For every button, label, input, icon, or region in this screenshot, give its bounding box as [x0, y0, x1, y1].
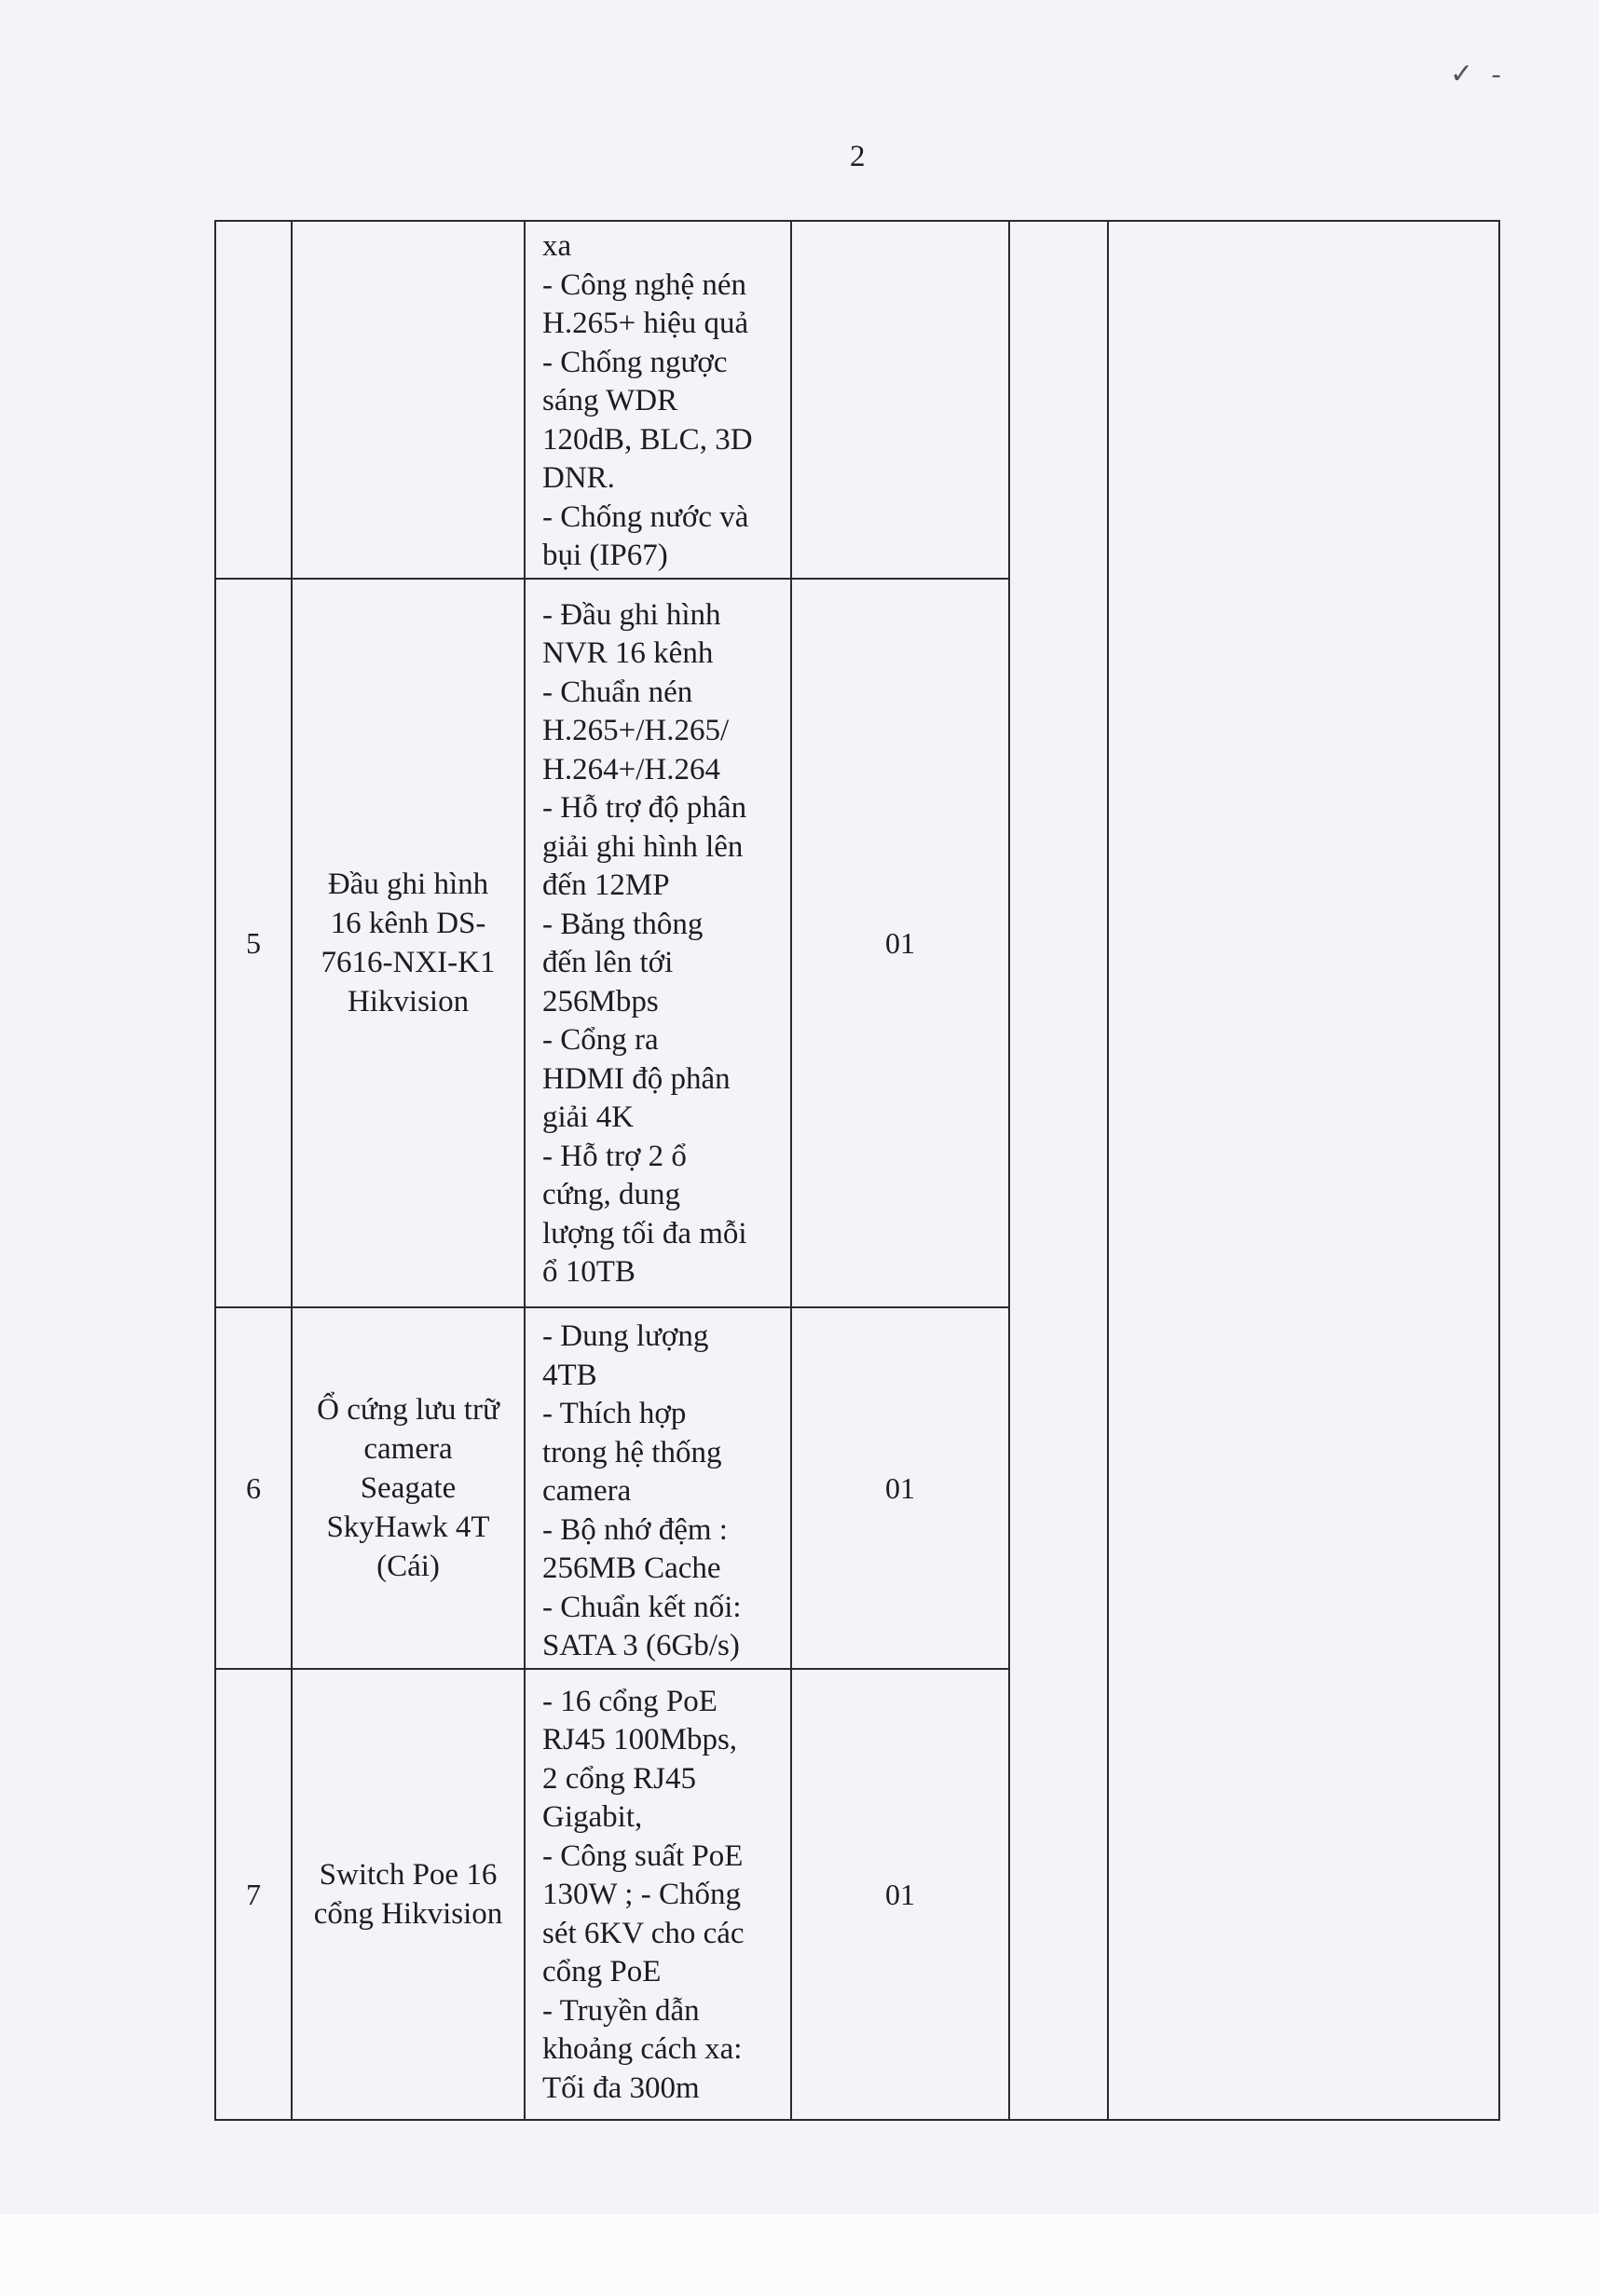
spec-line: SATA 3 (6Gb/s)	[542, 1629, 740, 1663]
spec-line: 2 cổng RJ45	[542, 1761, 696, 1796]
empty-column-cell	[1009, 221, 1108, 1669]
item-name-line: Switch Poe 16	[319, 1858, 498, 1892]
spec-line: 130W ; - Chống	[542, 1878, 741, 1912]
spec-line: - Công suất PoE	[542, 1838, 744, 1873]
spec-line: - Chuẩn nén	[542, 675, 693, 709]
spec-line: đến 12MP	[542, 868, 670, 902]
empty-column-cell	[1108, 1669, 1499, 2120]
spec-line: - Bộ nhớ đệm :	[542, 1512, 728, 1547]
table-row	[215, 1669, 1499, 2120]
spec-line: Gigabit,	[542, 1800, 643, 1835]
spec-line: trong hệ thống	[542, 1435, 722, 1469]
spec-line: H.264+/H.264	[542, 752, 720, 786]
item-name-cell	[292, 1307, 525, 1669]
item-name-line: 16 kênh DS-	[330, 907, 486, 940]
spec-line: - Truyền dẫn	[542, 1993, 700, 2028]
spec-line: - Hỗ trợ độ phân	[542, 791, 747, 825]
spec-line: - Băng thông	[542, 907, 704, 941]
row-number	[215, 221, 292, 579]
spec-line: cứng, dung	[542, 1178, 681, 1211]
quantity-cell: 01	[791, 579, 1009, 1307]
spec-line: cổng PoE	[542, 1955, 662, 1989]
item-name-cell	[292, 221, 525, 579]
row-number: 7	[215, 1669, 292, 2120]
empty-column-cell	[1009, 1669, 1108, 2120]
spec-line: lượng tối đa mỗi	[542, 1216, 747, 1250]
spec-line: - Chuẩn kết nối:	[542, 1590, 742, 1624]
spec-line: khoảng cách xa:	[542, 2032, 743, 2067]
spec-line: xa	[542, 229, 572, 264]
quantity-cell: 01	[791, 1669, 1009, 2120]
spec-line: - Chống nước và	[542, 499, 749, 534]
spec-line: - Hỗ trợ 2 ổ	[542, 1139, 687, 1173]
page-number: 2	[850, 140, 866, 173]
spec-line: ổ 10TB	[542, 1255, 636, 1289]
spec-line: 120dB, BLC, 3D	[542, 422, 753, 457]
row-number: 6	[215, 1307, 292, 1669]
spec-line: H.265+ hiệu quả	[542, 307, 749, 341]
spec-line: sét 6KV cho các	[542, 1916, 745, 1950]
spec-line: - Chống ngược	[542, 345, 728, 379]
quantity-cell: 01	[791, 1307, 1009, 1669]
spec-line: - Đầu ghi hình	[542, 597, 721, 632]
quantity-cell	[791, 221, 1009, 579]
spec-line: 4TB	[542, 1358, 597, 1392]
item-name-line: camera	[363, 1432, 453, 1466]
table-row	[215, 221, 1499, 579]
spec-cell	[525, 579, 791, 1307]
spec-line: - Dung lượng	[542, 1319, 709, 1354]
item-name-line: Ổ cứng lưu trữ	[317, 1393, 499, 1427]
spec-line: HDMI độ phân	[542, 1061, 731, 1096]
item-name-line: SkyHawk 4T	[326, 1510, 490, 1544]
spec-line: giải 4K	[542, 1100, 635, 1134]
spec-cell	[525, 1669, 791, 2120]
item-name-line: Seagate	[360, 1471, 457, 1505]
spec-line: NVR 16 kênh	[542, 636, 714, 670]
spec-cell	[525, 221, 791, 579]
equipment-spec-table	[214, 220, 1500, 2121]
spec-line: 256Mbps	[542, 984, 659, 1018]
row-number: 5	[215, 579, 292, 1307]
spec-line: giải ghi hình lên	[542, 829, 744, 864]
item-name-line: Đầu ghi hình	[327, 868, 489, 901]
page-bottom-margin	[0, 2214, 1599, 2296]
spec-line: - Công nghệ nén	[542, 267, 747, 302]
spec-line: H.265+/H.265/	[542, 714, 730, 747]
spec-line: - Thích hợp	[542, 1397, 687, 1431]
spec-line: camera	[542, 1474, 632, 1509]
item-name-line: (Cái)	[376, 1550, 440, 1583]
item-name-line: Hikvision	[347, 985, 470, 1018]
spec-line: đến lên tới	[542, 946, 674, 979]
spec-line: 256MB Cache	[542, 1551, 721, 1586]
corner-handwritten-mark: ✓ -	[1450, 59, 1507, 89]
spec-line: DNR.	[542, 461, 615, 496]
spec-line: sáng WDR	[542, 384, 678, 418]
spec-line: - Cổng ra	[542, 1023, 659, 1057]
spec-line: RJ45 100Mbps,	[542, 1723, 738, 1757]
item-name-line: 7616-NXI-K1	[321, 946, 496, 979]
item-name-cell	[292, 579, 525, 1307]
spec-line: Tối đa 300m	[542, 2070, 700, 2105]
empty-column-cell	[1108, 221, 1499, 1669]
item-name-cell	[292, 1669, 525, 2120]
spec-cell	[525, 1307, 791, 1669]
spec-line: - 16 cổng PoE	[542, 1684, 718, 1718]
spec-line: bụi (IP67)	[542, 539, 668, 573]
item-name-line: cổng Hikvision	[313, 1897, 503, 1931]
